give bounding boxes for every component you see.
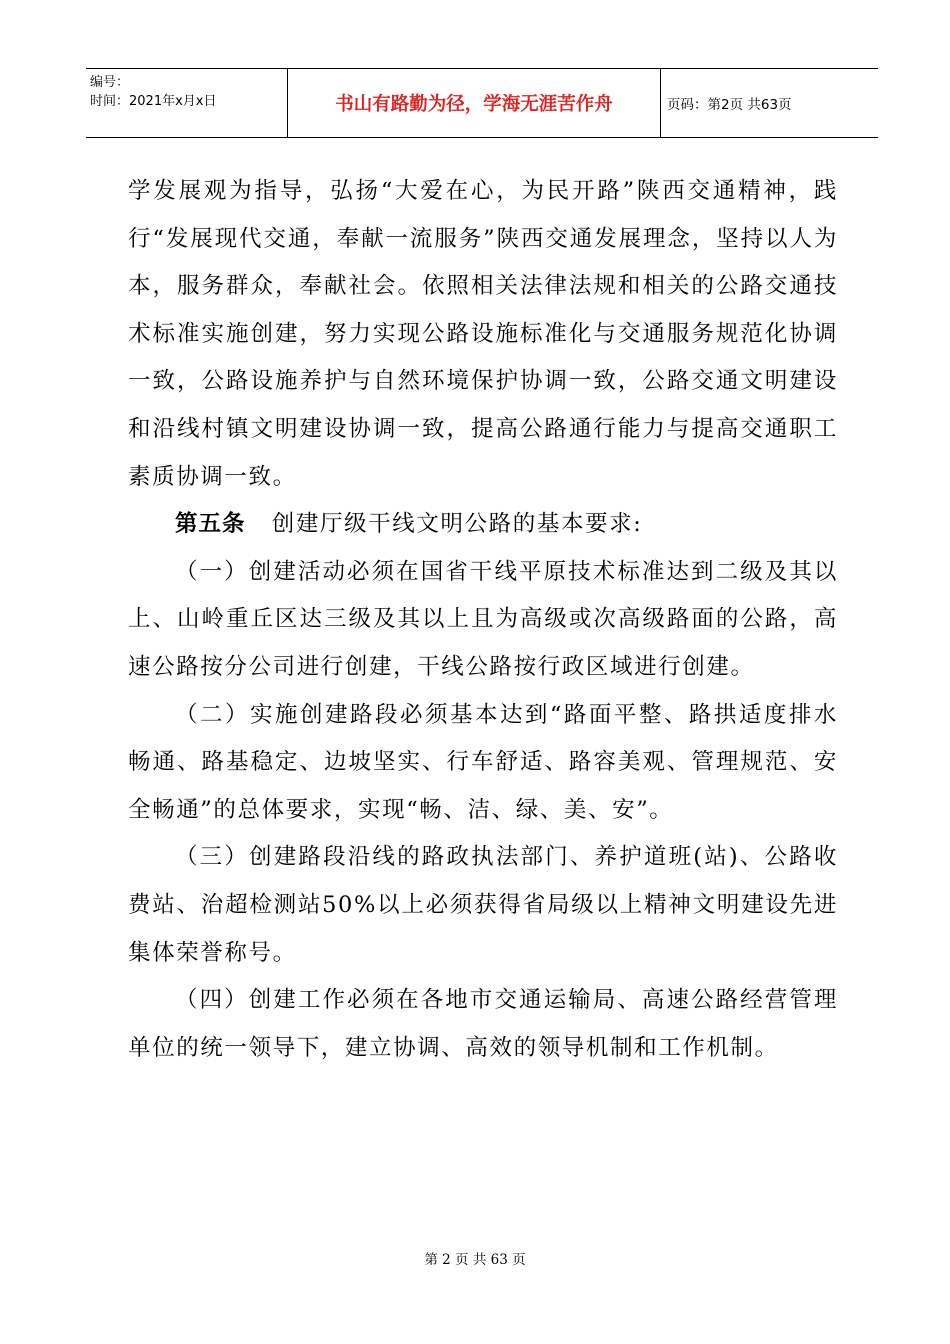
page-header [86,68,878,138]
header-motto: 书山有路勤为径，学海无涯苦作舟 [288,69,661,137]
header-meta [86,69,288,137]
header-page-number: 页码：第2页 共63页 [667,97,792,113]
document-time-label: 时间：2021年x月x日 [90,94,217,109]
paragraph-continued: 学发展观为指导，弘扬“大爱在心，为民开路”陕西交通精神，践行“发展现代交通，奉献一流服务”陕西交通发展理念，坚持以人为本，服务群众，奉献社会。依照相关法律法规和相关的公路交通技术标准实施创建，努力实现公路设施标准化与交通服务规范化协调一致，公路设施养护与自然环境保护协调一致，公路交通文明建设和沿线村镇文明建设协调一致，提高公路通行能力与提高交通职工素质协调一致。 [128,178,838,490]
article-five [128,501,838,549]
page-footer: 第 2 页 共 63 页 [424,1252,526,1268]
requirement-item-4: （四）创建工作必须在各地市交通运输局、高速公路经营管理单位的统一领导下，建立协调、高效的领导机制和工作机制。 [128,987,838,1061]
document-body [128,168,838,1072]
requirement-item-1: （一）创建活动必须在国省干线平原技术标准达到二级及其以上、山岭重丘区达三级及其以上且为高级或次高级路面的公路，高速公路按分公司进行创建，干线公路按行政区域进行创建。 [128,558,838,680]
article-text: 创建厅级干线文明公路的基本要求: [271,511,643,538]
article-title: 第五条 [175,511,246,538]
requirement-item-2: （二）实施创建路段必须基本达到“路面平整、路拱适度排水畅通、路基稳定、边坡坚实、行车舒适、路容美观、管理规范、安全畅通”的总体要求，实现“畅、洁、绿、美、安”。 [128,701,838,823]
document-number-label: 编号： [90,75,130,90]
requirement-item-3: （三）创建路段沿线的路政执法部门、养护道班(站)、公路收费站、治超检测站50%以上必须获得省局级以上精神文明建设先进集体荣誉称号。 [128,844,838,966]
